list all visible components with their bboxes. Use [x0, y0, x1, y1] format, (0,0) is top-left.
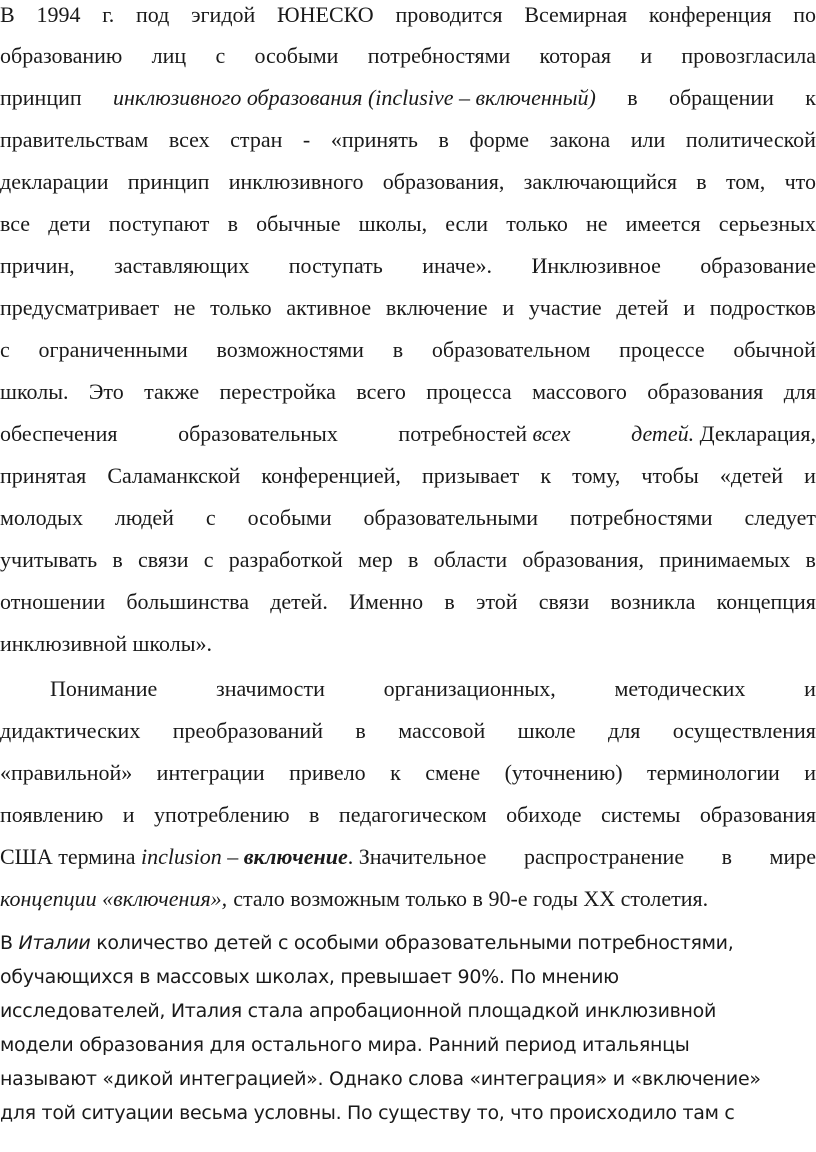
text-line: отношении большинства детей. Именно в этой связи возникла концепция [0, 589, 816, 614]
text-line: школы. Это также перестройка всего процесса массового образования для [0, 379, 816, 404]
text-line: дидактических преобразований в массовой школе для осуществления [0, 718, 816, 743]
text-line: В 1994 г. под эгидой ЮНЕСКО проводится Всемирная конференция по [0, 2, 816, 27]
text-line: все дети поступают в обычные школы, если только не имеется серьезных [0, 211, 816, 236]
text-line: причин, заставляющих поступать иначе». Инклюзивное образование [0, 253, 816, 278]
italic-term: инклюзивного образования (inclusive – включенный) [112, 85, 596, 110]
text-line: молодых людей с особыми образовательными потребностями следует [0, 505, 816, 530]
text-line: исследователей, Италия стала апробационной площадкой инклюзивной [0, 1000, 717, 1022]
text-line: Понимание значимости организационных, методических и [50, 676, 816, 701]
text-line: учитывать в связи с разработкой мер в области образования, принимаемых в [0, 547, 816, 572]
text-line: с ограниченными возможностями в образовательном процессе обычной [0, 337, 816, 362]
text-line: предусматривает не только активное включение и участие детей и подростков [0, 295, 816, 320]
text-line: «правильной» интеграции привело к смене (уточнению) терминологии и [0, 760, 816, 785]
text-line: обучающихся в массовых школах, превышает 90%. По мнению [0, 966, 619, 988]
text-line: появлению и употреблению в педагогическом обиходе системы образования [0, 802, 816, 827]
text-line: принцип инклюзивного образования (inclusive – включенный) в обращении к [0, 83, 816, 113]
text-line: декларации принцип инклюзивного образования, заключающийся в том, что [0, 169, 816, 194]
bold-term: включение [243, 844, 348, 869]
text-line: обеспечения образовательных потребностей всех детей. Декларация, [0, 421, 816, 446]
text-line: для той ситуации весьма условны. По существу то, что происходило там с [0, 1102, 735, 1124]
text-line: США термина inclusion – включение. Значительное распространение в мире [0, 844, 816, 869]
text-line: В Италии количество детей с особыми образовательными потребностями, [0, 932, 734, 954]
text-line: концепции «включения», стало возможным только в 90-е годы XX столетия. [0, 886, 709, 911]
text-line: правительствам всех стран - «принять в форме закона или политической [0, 127, 816, 152]
text-line: модели образования для остального мира. Ранний период итальянцы [0, 1034, 690, 1056]
text-line: инклюзивной школы». [0, 631, 213, 656]
text-line: образованию лиц с особыми потребностями которая и провозгласила [0, 43, 816, 68]
text-line: называют «дикой интеграцией». Однако слова «интеграция» и «включение» [0, 1068, 761, 1090]
text-line: принятая Саламанкской конференцией, призывает к тому, чтобы «детей и [0, 463, 816, 488]
